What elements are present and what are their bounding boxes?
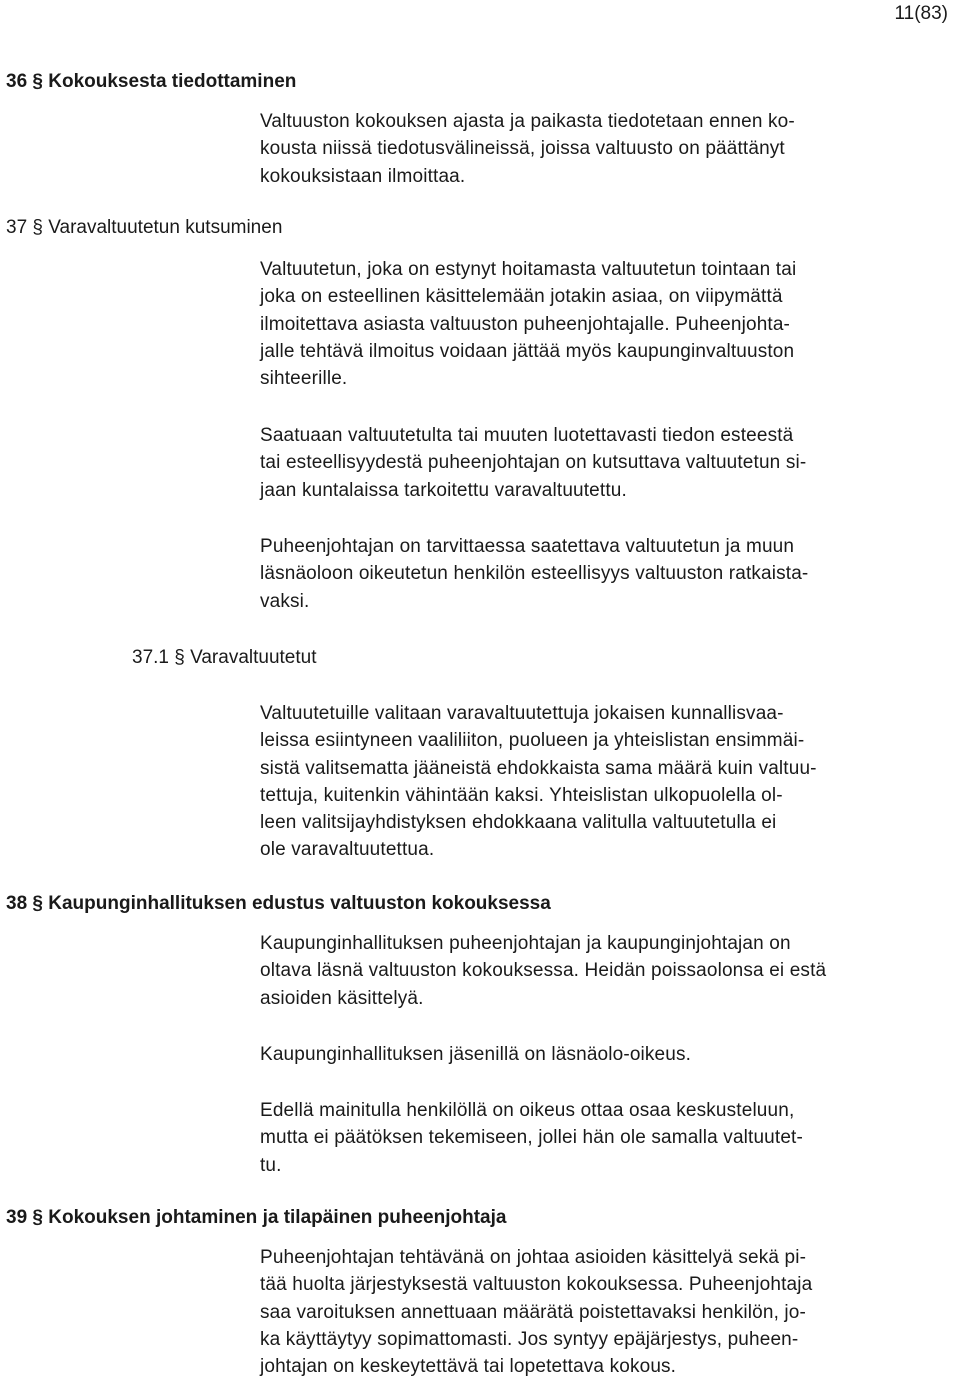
text-line: Valtuuston kokouksen ajasta ja paikasta tiedotetaan ennen ko- (260, 111, 795, 132)
text-line: Valtuutetuille valitaan varavaltuutettuja jokaisen kunnallisvaa- (260, 703, 784, 724)
text-line: asioiden käsittelyä. (260, 987, 424, 1009)
text-line: Valtuutetun, joka on estynyt hoitamasta valtuutetun tointaan tai (260, 259, 797, 280)
section-heading-37: 37 § Varavaltuutetun kutsuminen (6, 217, 283, 238)
text-line: tettuja, kuitenkin vähintään kaksi. Yhteislistan ulkopuolella ol- (260, 784, 783, 806)
text-line: Saatuaan valtuutetulta tai muuten luotettavasti tiedon esteestä (260, 425, 794, 446)
section-heading-38: 38 § Kaupunginhallituksen edustus valtuuston kokouksessa (6, 893, 551, 914)
text-line: Puheenjohtajan tehtävänä on johtaa asioiden käsittelyä sekä pi- (260, 1247, 807, 1268)
paragraph (260, 533, 958, 615)
text-line: ka käyttäytyy sopimattomasti. Jos syntyy epäjärjestys, puheen- (260, 1328, 799, 1350)
text-line: läsnäoloon oikeutetun henkilön esteellisyys valtuuston ratkaista- (260, 563, 809, 585)
text-line: oltava läsnä valtuuston kokouksessa. Heidän poissaolonsa ei estä (260, 960, 827, 982)
text-line: joka on esteellinen käsittelemään jotakin asiaa, on viipymättä (260, 286, 783, 308)
paragraph (260, 1041, 958, 1068)
text-line: tu. (260, 1154, 282, 1176)
text-line: leen valitsijayhdistyksen ehdokkaana valitulla valtuutetulla ei (260, 812, 777, 834)
paragraph (260, 1244, 958, 1380)
text-line: vaksi. (260, 590, 310, 612)
text-line: tää huolta järjestyksestä valtuuston kokouksessa. Puheenjohtaja (260, 1274, 813, 1296)
paragraph (260, 422, 958, 504)
text-line: ilmoitettava asiasta valtuuston puheenjohtajalle. Puheenjohta- (260, 313, 791, 335)
text-line: kousta niissä tiedotusvälineissä, joissa valtuusto on päättänyt (260, 138, 785, 160)
paragraph (260, 108, 958, 190)
text-line: ole varavaltuutettua. (260, 839, 435, 861)
text-line: jalle tehtävä ilmoitus voidaan jättää myös kaupunginvaltuuston (260, 340, 795, 362)
paragraph (260, 930, 958, 1012)
text-line: johtajan on keskeytettävä tai lopetettava kokous. (260, 1356, 677, 1378)
section-heading-36: 36 § Kokouksesta tiedottaminen (6, 71, 297, 92)
text-line: jaan kuntalaissa tarkoitettu varavaltuutettu. (260, 479, 627, 501)
section-heading-37-1: 37.1 § Varavaltuutetut (132, 647, 317, 668)
text-line: Kaupunginhallituksen jäsenillä on läsnäolo-oikeus. (260, 1044, 692, 1065)
text-line: sistä valitsematta jääneistä ehdokkaista sama määrä kuin valtuu- (260, 757, 817, 779)
paragraph (260, 256, 958, 392)
text-line: Puheenjohtajan on tarvittaessa saatettava valtuutetun ja muun (260, 536, 795, 557)
paragraph (260, 700, 958, 864)
text-line: sihteerille. (260, 368, 348, 390)
text-line: leissa esiintyneen vaaliliiton, puolueen ja yhteislistan ensimmäi- (260, 730, 805, 752)
text-line: mutta ei päätöksen tekemiseen, jollei hän ole samalla valtuutet- (260, 1127, 803, 1149)
text-line: saa varoituksen annettuaan määrätä poistettavaksi henkilön, jo- (260, 1301, 806, 1323)
page-number: 11(83) (894, 3, 948, 24)
section-heading-39: 39 § Kokouksen johtaminen ja tilapäinen puheenjohtaja (6, 1207, 507, 1228)
text-line: Edellä mainitulla henkilöllä on oikeus ottaa osaa keskusteluun, (260, 1100, 795, 1121)
text-line: kokouksistaan ilmoittaa. (260, 165, 466, 187)
text-line: Kaupunginhallituksen puheenjohtajan ja kaupunginjohtajan on (260, 933, 791, 954)
paragraph (260, 1097, 958, 1179)
text-line: tai esteellisyydestä puheenjohtajan on kutsuttava valtuutetun si- (260, 452, 807, 474)
